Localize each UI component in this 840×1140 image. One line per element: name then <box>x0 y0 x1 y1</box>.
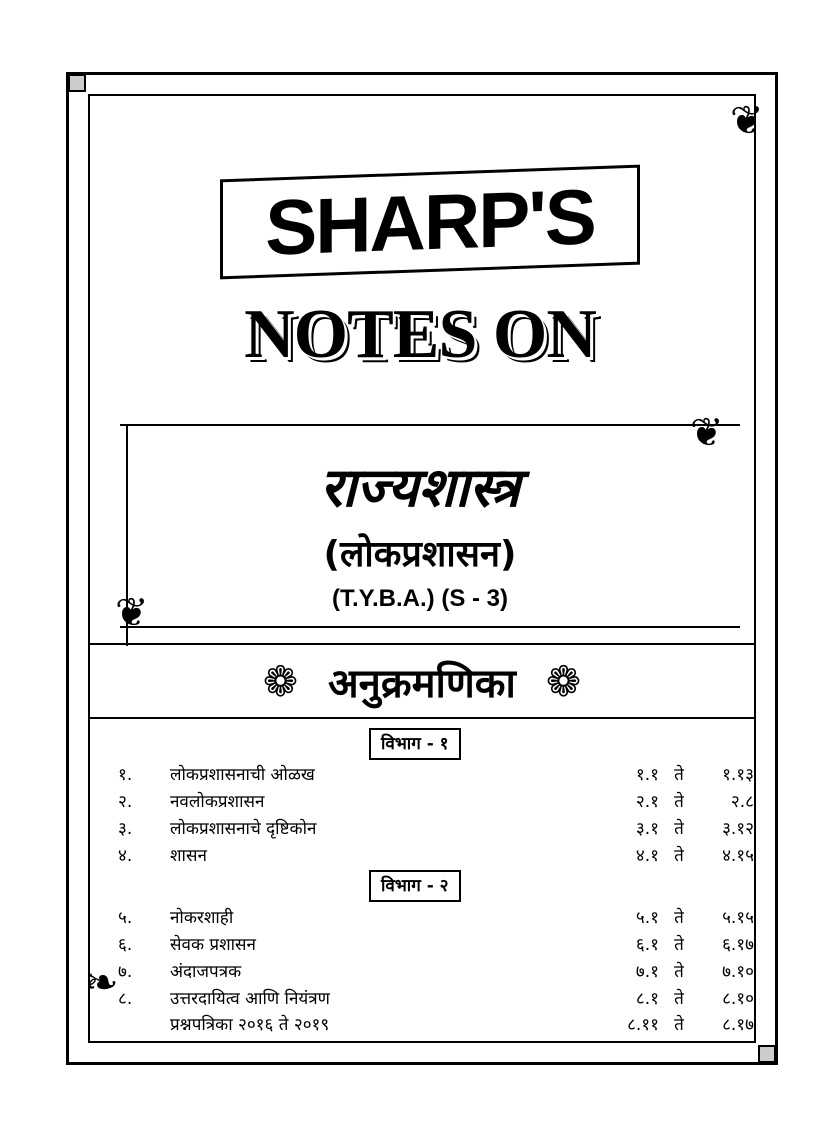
page-to: २.८ <box>730 792 754 812</box>
chapter-title: सेवक प्रशासन <box>170 935 256 955</box>
flourish-ornament: ❦ <box>690 410 724 456</box>
page-from: ७.१ <box>635 962 659 982</box>
page-to: ३.१२ <box>722 819 754 839</box>
class-label: (T.Y.B.A.) (S - 3) <box>331 585 508 612</box>
to-word: ते <box>674 792 684 812</box>
chapter-number: ८. <box>118 989 133 1009</box>
chapter-number: ५. <box>118 908 133 928</box>
toc-row[interactable] <box>118 843 754 869</box>
chapter-number <box>118 1012 170 1038</box>
corner-ornament <box>68 74 86 92</box>
toc-row[interactable] <box>118 905 754 931</box>
page-to: ६.१७ <box>722 935 754 955</box>
chapter-title: नवलोकप्रशासन <box>170 792 265 812</box>
to-word: ते <box>674 935 684 955</box>
chapter-number: ७. <box>118 962 133 982</box>
toc-row[interactable] <box>118 959 754 985</box>
chapter-title: प्रश्नपत्रिका २०१६ ते २०१९ <box>170 1015 330 1035</box>
toc-row[interactable] <box>118 1012 754 1038</box>
page-from: ४.१ <box>635 846 659 866</box>
chapter-number: ३. <box>118 819 133 839</box>
to-word: ते <box>674 846 684 866</box>
page-from: ३.१ <box>635 819 659 839</box>
toc-row[interactable] <box>118 816 754 842</box>
flourish-ornament: ❦ <box>730 98 764 144</box>
to-word: ते <box>674 908 684 928</box>
flourish-ornament: ❧ <box>85 960 119 1006</box>
toc-row[interactable] <box>118 762 754 788</box>
chapter-number: १. <box>118 765 133 785</box>
notes-on-heading: NOTES ON <box>244 296 596 373</box>
page-to: ७.१० <box>722 962 754 982</box>
toc-row[interactable] <box>118 789 754 815</box>
page-from: ८.१ <box>635 989 659 1009</box>
chapter-number: ६. <box>118 935 133 955</box>
page-from: ५.१ <box>635 908 659 928</box>
brand-banner <box>220 165 640 280</box>
flower-icon: ❁ <box>545 656 582 706</box>
page-from: २.१ <box>635 792 659 812</box>
chapter-title: शासन <box>170 846 207 866</box>
page-from: १.१ <box>635 765 659 785</box>
subject-title: राज्यशास्त्र <box>320 456 520 519</box>
flower-icon: ❁ <box>262 656 299 706</box>
corner-ornament <box>758 1045 776 1063</box>
brand-title: SHARP'S <box>265 171 595 272</box>
chapter-number: ४. <box>118 846 133 866</box>
page-to: ५.१५ <box>722 908 754 928</box>
to-word: ते <box>674 765 684 785</box>
chapter-title: अंदाजपत्रक <box>170 962 242 982</box>
chapter-title: लोकप्रशासनाची ओळख <box>170 765 315 785</box>
chapter-title: लोकप्रशासनाचे दृष्टिकोन <box>170 819 317 839</box>
page-to: ८.१७ <box>722 1015 754 1035</box>
page-from: ८.११ <box>627 1015 659 1035</box>
to-word: ते <box>674 819 684 839</box>
page-to: ४.१५ <box>722 846 754 866</box>
contents-heading: अनुक्रमणिका <box>328 660 516 707</box>
chapter-title: उत्तरदायित्व आणि नियंत्रण <box>170 989 330 1009</box>
contents-header <box>88 643 756 719</box>
to-word: ते <box>674 989 684 1009</box>
to-word: ते <box>674 962 684 982</box>
section-label: विभाग - १ <box>369 728 461 760</box>
toc-row[interactable] <box>118 986 754 1012</box>
page-from: ६.१ <box>635 935 659 955</box>
chapter-number: २. <box>118 792 133 812</box>
chapter-title: नोकरशाही <box>170 908 234 928</box>
section-label: विभाग - २ <box>369 870 461 902</box>
page-to: १.१३ <box>722 765 754 785</box>
flourish-ornament: ❦ <box>115 590 149 636</box>
subject-subtitle: (लोकप्रशासन) <box>323 534 517 575</box>
toc-row[interactable] <box>118 932 754 958</box>
to-word: ते <box>674 1015 684 1035</box>
page-to: ८.१० <box>722 989 754 1009</box>
